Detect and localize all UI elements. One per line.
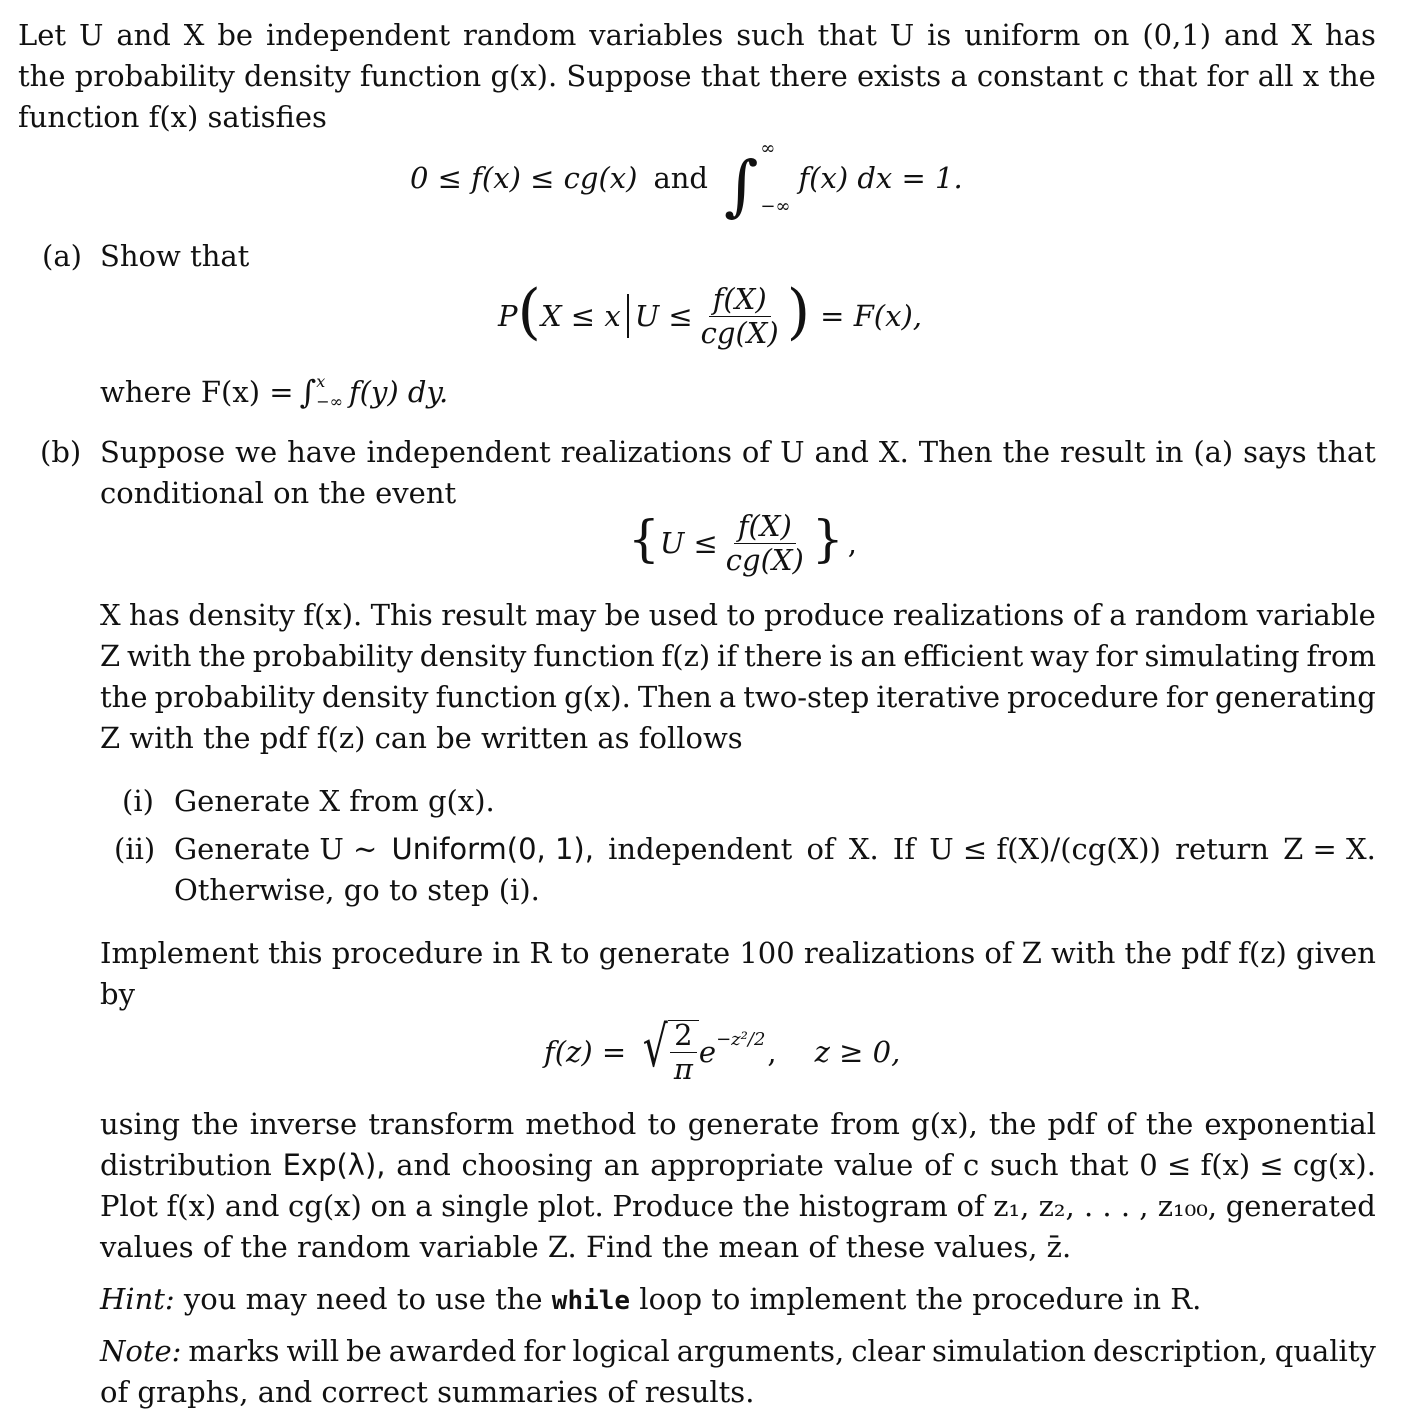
word: clear [851,1334,926,1368]
intro-eq-part1: 0 ≤ f(x) ≤ cg(x) [410,160,638,195]
word: independent [366,435,551,469]
word: there [743,639,823,673]
word: the [191,1107,239,1141]
word: of [741,435,771,469]
word: for [1095,639,1138,673]
word: on [1093,18,1130,52]
word: Let [18,18,67,52]
word: such [990,1148,1059,1182]
word: in [492,936,521,970]
note-line-2: of graphs, and correct summaries of results. [100,1375,755,1409]
intro-eq-and: and [653,160,708,195]
part-b-line-1 [100,435,1376,469]
intro-line-1 [18,18,1376,52]
word: all [1257,59,1294,93]
left-paren: ( [517,277,541,347]
step-ii-line-1 [174,832,1376,866]
word: probability [252,639,413,673]
sqrt-sign: √ [642,1015,668,1080]
part-a-text: Show that [100,239,250,273]
word: simulation [932,1334,1086,1368]
word: f(x). [303,598,363,632]
left-brace: { [628,510,660,568]
word: Produce [612,1189,734,1223]
hint-line [100,1282,1202,1316]
word: on [370,1189,407,1223]
where-lower: −∞ [316,392,343,411]
word: (0,1) [1142,18,1212,52]
part-a-lhs: X ≤ x [540,298,621,333]
where-integral-symbol: ∫ [299,373,317,411]
word: and [224,1189,280,1223]
word: from [1306,639,1376,673]
word: density [188,598,295,632]
word: and [396,1148,451,1182]
step-i-label: (i) [122,784,154,818]
word: x [1302,59,1320,93]
word: U [889,18,915,52]
conditional-bar [627,294,629,338]
para1-line-3 [100,680,1376,714]
word: pdf [1181,936,1230,970]
word: function [359,59,482,93]
word: Suppose [566,59,692,93]
word: If [892,832,916,866]
word: method [525,1107,637,1141]
word: for [523,1334,566,1368]
word: a [415,1189,433,1223]
step-i-text: Generate X from g(x). [174,784,495,818]
word: that [1069,1148,1129,1182]
word: independent [265,18,451,52]
word: efficient [903,639,1024,673]
word: f(z) [661,639,711,673]
word: may [535,598,597,632]
word: function [435,680,557,714]
word: result [441,598,527,632]
word: R [529,936,552,970]
word: density [419,639,527,673]
word: Plot [100,1189,158,1223]
para1-line-1 [100,598,1376,632]
word: value [834,1148,914,1182]
word: single [441,1189,529,1223]
word: X [1291,18,1313,52]
part-b-label: (b) [40,435,82,469]
word: c [1112,59,1129,93]
right-paren: ) [786,277,811,347]
word: generating [1214,680,1376,714]
fz-exponent: −z²/2 [716,1029,766,1050]
word: Then [637,680,712,714]
intro-line-3: function f(x) satisfies [18,100,327,134]
part-a-given: U ≤ [634,298,693,333]
word: Exp(λ), [282,1148,386,1182]
word: of [1072,598,1101,632]
word: random [463,18,577,52]
word: to [560,936,590,970]
word: arguments, [676,1334,845,1368]
fz-equation [544,1012,900,1092]
word: will [286,1334,340,1368]
word: the [1145,1107,1194,1141]
part-b-line-2: conditional on the event [100,476,457,510]
note-line-1 [100,1334,1376,1368]
word: realizations [892,598,1065,632]
word: (a) [1193,435,1234,469]
word: and [116,18,171,52]
word: g(x). [564,680,631,714]
word: we [235,435,278,469]
word: Z [1021,936,1042,970]
word: from [830,1107,900,1141]
part-a-equation [498,276,922,356]
word: variable [1256,598,1376,632]
word: the [742,1189,791,1223]
fz-comma: , [767,1034,777,1069]
word: Z = X. [1283,832,1376,866]
para3-line-3 [100,1189,1376,1223]
para3-line-2 [100,1148,1376,1182]
word: with [1050,936,1116,970]
word: have [287,435,357,469]
word: for [1165,680,1208,714]
word: variables [589,18,724,52]
word: cg(x) [288,1189,362,1223]
word: given [1295,936,1376,970]
word: of [984,936,1013,970]
part-a-den: cg(X) [700,315,779,350]
word: X [100,598,121,632]
word: says [1243,435,1307,469]
intro-eq-integrand: f(x) dx = 1. [798,160,963,195]
word: g(x), [911,1107,978,1141]
word: Uniform(0, 1), [391,832,594,866]
step-ii-line-2: Otherwise, go to step (i). [174,873,540,907]
word: Z [100,639,121,673]
word: of [956,1189,985,1223]
word: in [1155,435,1184,469]
word: two-step [743,680,870,714]
word: be [346,1334,382,1368]
word: probability [74,59,235,93]
word: description, [1092,1334,1268,1368]
word: the [1124,936,1173,970]
word: inverse [249,1107,358,1141]
para3-line-4: values of the random variable Z. Find the mean of these values, z̄. [100,1230,1072,1264]
fz-den: π [673,1052,693,1086]
intro-line-2 [18,59,1376,93]
word: X [183,18,205,52]
word: quality [1274,1334,1376,1368]
word: generated [1225,1189,1376,1223]
where-upper: x [316,372,326,391]
word: an [860,639,897,673]
word: using [100,1107,181,1141]
hint-post: loop to implement the procedure in R. [639,1282,1202,1316]
para2-line-1 [100,936,1376,970]
word: be [604,598,641,632]
word: histogram [798,1189,948,1223]
word: with [127,639,192,673]
word: and [814,435,869,469]
word: there [769,59,848,93]
hint-pre: you may need to use the [183,1282,543,1316]
word: a [1109,598,1127,632]
word: independent [608,832,793,866]
word: logical [572,1334,670,1368]
word: the [198,639,246,673]
word: and [1224,18,1279,52]
fz-num: 2 [670,1021,696,1053]
word: awarded [388,1334,517,1368]
word: an [603,1148,640,1182]
word: exponential [1204,1107,1376,1141]
fz-exp-base: e [698,1034,717,1069]
word: to [726,598,756,632]
part-a-where [100,374,448,410]
integral-lower: −∞ [760,196,791,217]
word: density [244,59,351,93]
fz-lhs: f(z) = [544,1034,627,1069]
word: f(x) [166,1189,217,1223]
word: the [100,680,148,714]
word: U [78,18,104,52]
word: way [1030,639,1089,673]
word: this [268,936,323,970]
word: of [806,832,835,866]
word: random [1134,598,1249,632]
word: has [1325,18,1376,52]
word: that [700,59,761,93]
word: procedure [331,936,484,970]
para1-line-2 [100,639,1376,673]
word: generate [687,1107,820,1141]
event-equation: { U ≤ $\frac{f(X)}{cg(X)}$ } , [628,508,857,577]
para3-line-1 [100,1107,1376,1141]
word: uniform [964,18,1081,52]
word: distribution [100,1148,272,1182]
word: exists [856,59,942,93]
word: to [647,1107,677,1141]
word: the [18,59,66,93]
word: return [1175,832,1269,866]
word: function [533,639,655,673]
word: Note: [100,1334,182,1368]
part-a-rhs: = F(x), [820,298,923,333]
integral-upper: ∞ [760,138,776,159]
word: Suppose [100,435,226,469]
step-ii-label: (ii) [114,832,156,866]
word: U [780,435,805,469]
word: be [217,18,254,52]
word: the [1002,435,1051,469]
integral-symbol: ∫ [723,147,759,224]
event-num: f(X) [734,512,796,544]
part-a-label: (a) [42,239,82,273]
word: density [321,680,429,714]
word: that [1316,435,1376,469]
word: simulating [1144,639,1300,673]
hint-label: Hint: [100,1282,175,1316]
part-a-num: f(X) [709,285,771,317]
word: such [736,18,805,52]
word: pdf [1047,1107,1096,1141]
word: realizations [803,936,976,970]
word: for [1206,59,1249,93]
word: has [129,598,180,632]
word: a [950,59,968,93]
para2-line-2: by [100,977,135,1011]
word: of [924,1148,953,1182]
right-brace: } [811,510,844,568]
word: that [1138,59,1198,93]
fz-condition: z ≥ 0, [814,1034,901,1069]
word: generate [598,936,731,970]
word: U ≤ f(X)/(cg(X)) [929,832,1161,866]
word: probability [154,680,315,714]
word: used [648,598,719,632]
word: iterative [876,680,1001,714]
word: c [963,1148,980,1182]
intro-equation [410,138,963,224]
word: procedure [1007,680,1159,714]
word: marks [188,1334,280,1368]
word: result [1059,435,1146,469]
word: 100 [739,936,795,970]
word: Generate U ∼ [174,832,378,866]
word: produce [764,598,885,632]
word: of [1106,1107,1135,1141]
event-lhs: U ≤ [659,525,718,560]
word: z₁, z₂, . . . , z₁₀₀, [993,1189,1218,1223]
word: X. [878,435,909,469]
word: is [829,639,854,673]
word: is [927,18,952,52]
part-a-where-text: where F(x) = [100,374,294,409]
para1-line-4: Z with the pdf f(z) can be written as follows [100,721,743,755]
word: the [1328,59,1376,93]
word: realizations [560,435,732,469]
word: that [817,18,877,52]
word: Then [918,435,993,469]
word: g(x). [490,59,558,93]
word: X. [848,832,879,866]
word: f(z) [1238,936,1287,970]
hint-code: while [551,1286,631,1316]
word: the [988,1107,1037,1141]
word: a [718,680,737,714]
word: plot. [537,1189,604,1223]
word: if [717,639,738,673]
word: choosing [461,1148,593,1182]
word: Implement [100,936,259,970]
word: This [370,598,433,632]
event-den: cg(X) [725,542,804,577]
part-a-where-integrand: f(y) dy. [348,374,449,409]
word: appropriate [650,1148,824,1182]
word: constant [976,59,1104,93]
word: transform [368,1107,515,1141]
part-a-P: P [498,298,518,333]
word: 0 ≤ f(x) ≤ cg(x). [1139,1148,1376,1182]
